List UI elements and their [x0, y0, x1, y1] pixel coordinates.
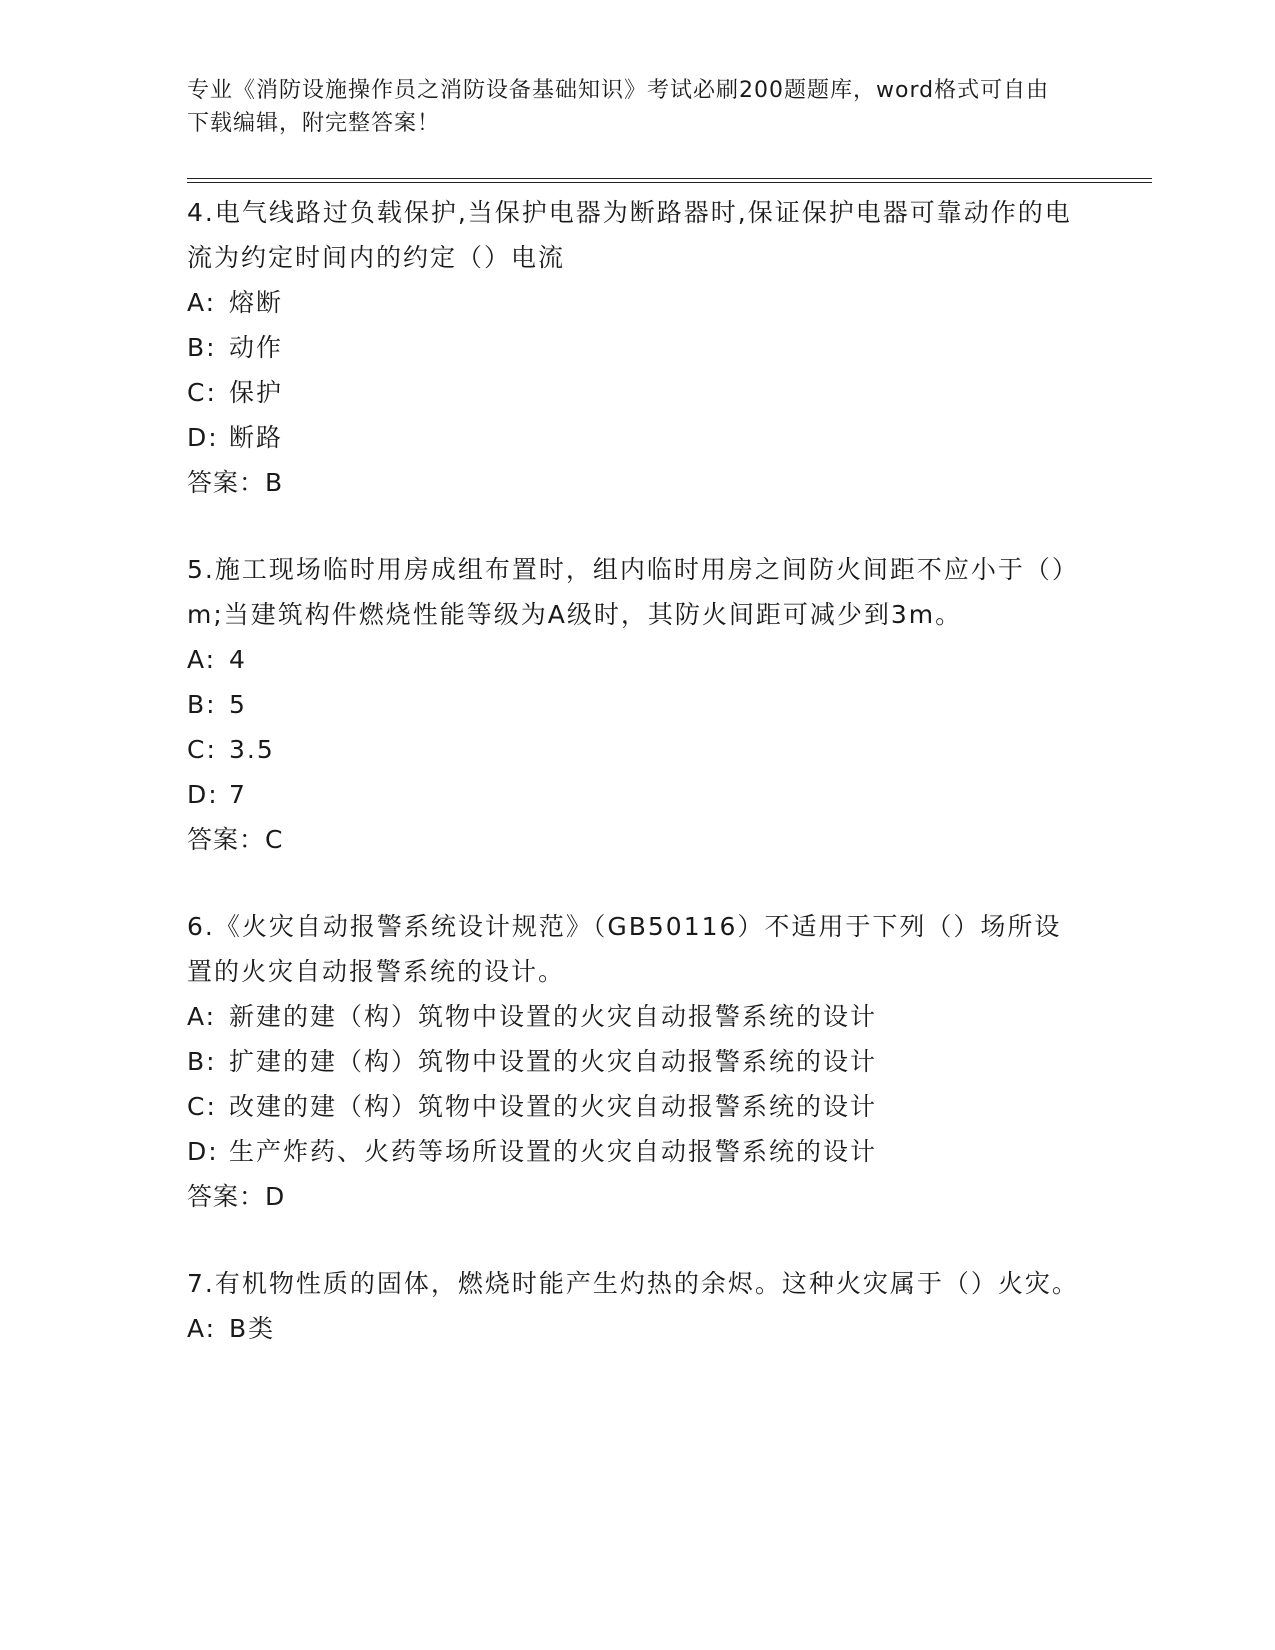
option-key: A:: [187, 288, 217, 317]
option-d: [187, 415, 1087, 460]
option-c: [187, 727, 1087, 772]
question-4: [187, 190, 1087, 505]
option-text: 生产炸药、火药等场所设置的火灾自动报警系统的设计: [229, 1137, 878, 1166]
option-key: B:: [187, 690, 217, 719]
option-text: 熔断: [229, 288, 284, 317]
option-a: [187, 1306, 1087, 1351]
question-7: [187, 1261, 1087, 1351]
option-key: C:: [187, 1092, 217, 1121]
question-text: 5.施工现场临时用房成组布置时，组内临时用房之间防火间距不应小于（）m;当建筑构件燃烧性能等级为A级时，其防火间距可减少到3m。: [187, 555, 1079, 629]
option-key: D:: [187, 1137, 219, 1166]
option-key: A:: [187, 1002, 217, 1031]
answer-text: 答案：B: [187, 468, 284, 497]
option-key: C:: [187, 378, 217, 407]
option-text: 3.5: [229, 735, 275, 764]
option-d: [187, 772, 1087, 817]
question-6: [187, 904, 1087, 1219]
option-b: [187, 325, 1087, 370]
question-text: 7.有机物性质的固体，燃烧时能产生灼热的余烬。这种火灾属于（）火灾。: [187, 1269, 1079, 1298]
option-a: [187, 280, 1087, 325]
option-text: 改建的建（构）筑物中设置的火灾自动报警系统的设计: [229, 1092, 878, 1121]
option-text: 5: [229, 690, 247, 719]
question-text: 6.《火灾自动报警系统设计规范》（GB50116）不适用于下列（）场所设置的火灾自动报警系统的设计。: [187, 912, 1062, 986]
option-b: [187, 1039, 1087, 1084]
option-c: [187, 370, 1087, 415]
option-a: [187, 994, 1087, 1039]
option-text: B类: [229, 1314, 276, 1343]
answer-text: 答案：C: [187, 825, 284, 854]
option-key: A:: [187, 1314, 217, 1343]
option-text: 断路: [229, 423, 284, 452]
option-key: D:: [187, 780, 219, 809]
question-text: 4.电气线路过负载保护,当保护电器为断路器时,保证保护电器可靠动作的电流为约定时间内的约定（）电流: [187, 198, 1072, 272]
document-header: 专业《消防设施操作员之消防设备基础知识》考试必刷200题题库，word格式可自由下载编辑，附完整答案！: [187, 78, 1050, 136]
question-list: [187, 190, 1087, 1393]
option-key: D:: [187, 423, 219, 452]
option-text: 扩建的建（构）筑物中设置的火灾自动报警系统的设计: [229, 1047, 878, 1076]
option-text: 4: [229, 645, 247, 674]
option-key: C:: [187, 735, 217, 764]
option-key: B:: [187, 333, 217, 362]
option-b: [187, 682, 1087, 727]
question-5: [187, 547, 1087, 862]
option-key: B:: [187, 1047, 217, 1076]
header-divider: [187, 178, 1152, 183]
option-d: [187, 1129, 1087, 1174]
option-text: 保护: [229, 378, 284, 407]
option-a: [187, 637, 1087, 682]
option-text: 新建的建（构）筑物中设置的火灾自动报警系统的设计: [229, 1002, 878, 1031]
option-text: 动作: [229, 333, 284, 362]
option-c: [187, 1084, 1087, 1129]
answer-text: 答案：D: [187, 1182, 286, 1211]
option-key: A:: [187, 645, 217, 674]
option-text: 7: [229, 780, 247, 809]
